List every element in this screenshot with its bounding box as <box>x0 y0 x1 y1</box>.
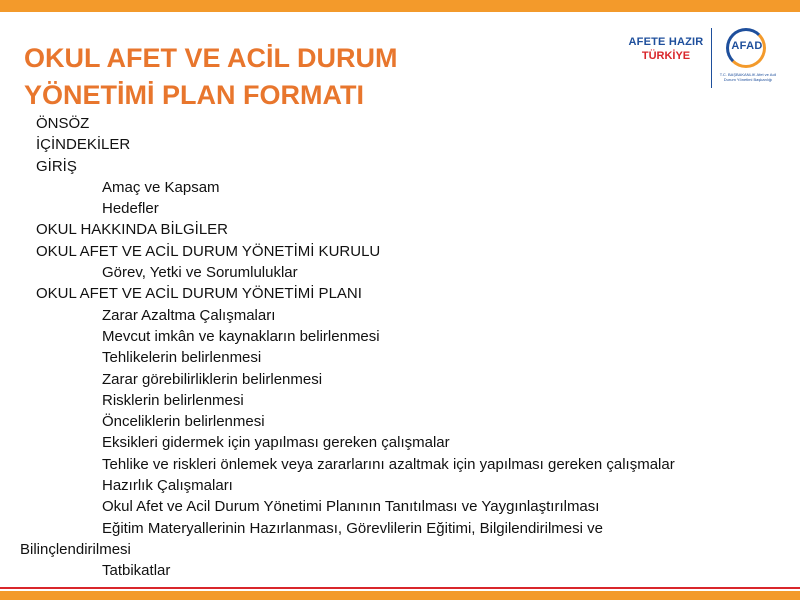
toc-item-mevcut-imkan: Mevcut imkân ve kaynakların belirlenmesi <box>102 327 380 345</box>
toc-item-yonetim-kurulu: OKUL AFET VE ACİL DURUM YÖNETİMİ KURULU <box>36 242 381 260</box>
toc-item-giris: GİRİŞ <box>36 157 77 175</box>
toc-item-zarar-azaltma: Zarar Azaltma Çalışmaları <box>102 306 276 324</box>
page-title <box>24 40 398 114</box>
top-accent-bar <box>0 0 800 12</box>
table-of-contents <box>20 113 795 582</box>
toc-item-gorev-yetki: Görev, Yetki ve Sorumluluklar <box>102 264 298 282</box>
toc-item-hedefler: Hedefler <box>102 200 159 218</box>
toc-item-oncelikler: Önceliklerin belirlenmesi <box>102 413 265 431</box>
toc-item-amac-kapsam: Amaç ve Kapsam <box>102 178 220 196</box>
toc-item-onsoz: ÖNSÖZ <box>36 115 90 132</box>
afete-hazir-turkiye-logo <box>626 36 706 63</box>
toc-item-tatbikatlar: Tatbikatlar <box>102 562 171 580</box>
toc-item-eksikler: Eksikleri gidermek için yapılması gereken çalışmalar <box>102 434 450 452</box>
afete-hazir-text: AFETE HAZIR <box>628 36 704 48</box>
toc-item-tehlikeler: Tehlikelerin belirlenmesi <box>102 349 262 367</box>
toc-item-zarar-gorebilirlik: Zarar görebilirliklerin belirlenmesi <box>102 370 323 388</box>
page-title-line-1: OKUL AFET VE ACİL DURUM <box>24 43 398 73</box>
toc-item-hazirlik: Hazırlık Çalışmaları <box>102 477 233 495</box>
toc-item-okul-hakkinda: OKUL HAKKINDA BİLGİLER <box>36 221 229 239</box>
toc-item-icindekiler: İÇİNDEKİLER <box>36 136 131 154</box>
toc-item-yonetim-plani: OKUL AFET VE ACİL DURUM YÖNETİMİ PLANI <box>36 285 362 303</box>
toc-item-tehlike-risk: Tehlike ve riskleri önlemek veya zararlarını azaltmak için yapılması gereken çalışmalar <box>102 455 675 473</box>
toc-item-riskler: Risklerin belirlenmesi <box>102 391 244 409</box>
afad-logo <box>718 26 778 90</box>
page-title-line-2: YÖNETİMİ PLAN FORMATI <box>24 80 364 110</box>
bottom-accent-bar <box>0 591 800 600</box>
toc-item-tanitim: Okul Afet ve Acil Durum Yönetimi Planının Tanıtılması ve Yaygınlaştırılması <box>102 498 600 516</box>
toc-item-egitim-line-2: Bilinçlendirilmesi <box>20 540 131 558</box>
logo-divider <box>711 28 712 88</box>
afad-subtitle: T.C. BAŞBAKANLIK Afet ve Acil Durum Yönetimi Başkanlığı <box>719 72 777 82</box>
toc-item-egitim-line-1: Eğitim Materyallerinin Hazırlanması, Görevlilerin Eğitimi, Bilgilendirilmesi ve <box>102 519 603 537</box>
turkiye-text: TÜRKİYE <box>641 50 691 62</box>
afad-logo-text: AFAD <box>731 40 763 52</box>
